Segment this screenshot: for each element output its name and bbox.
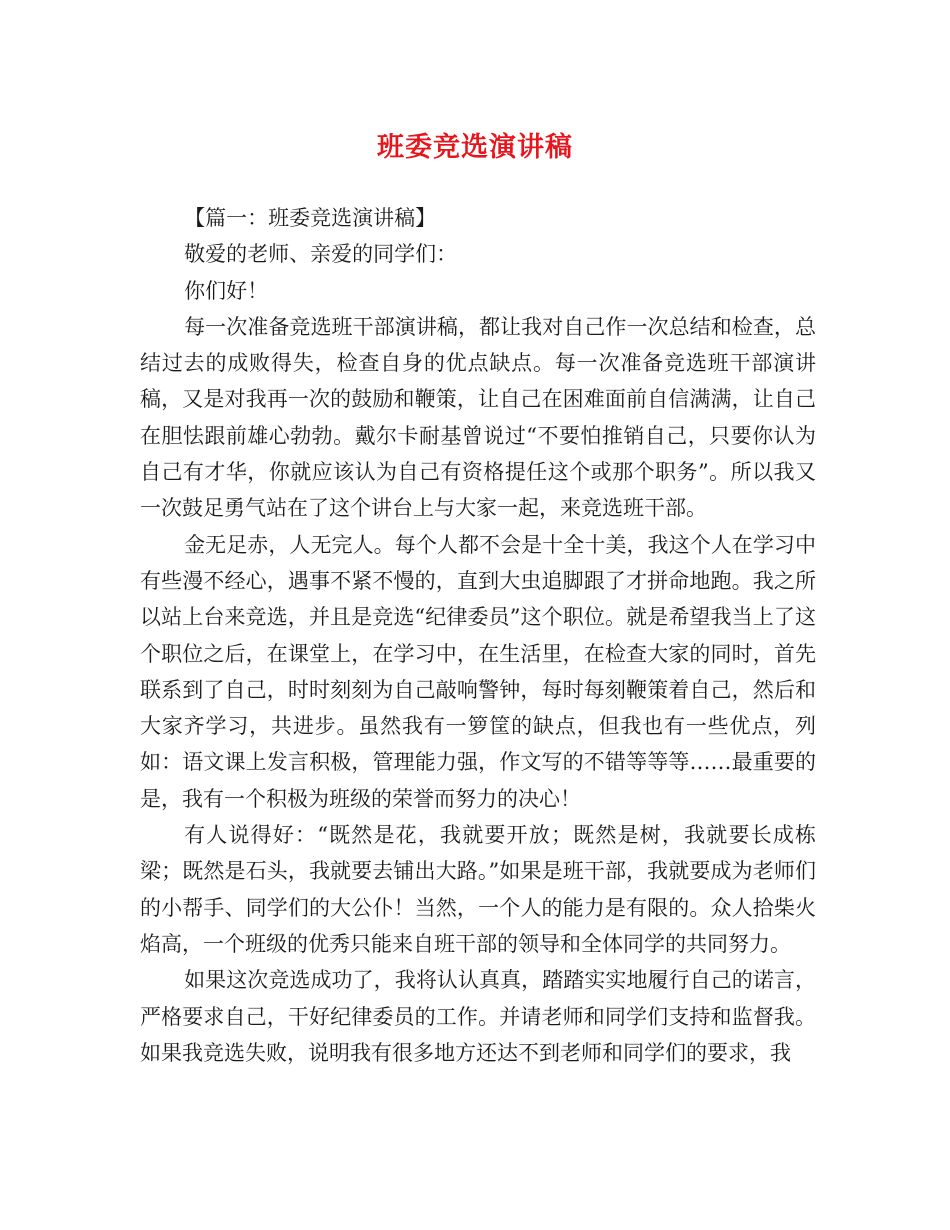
paragraph: 有人说得好：“既然是花，我就要开放；既然是树，我就要长成栋梁；既然是石头，我就要去铺出大路。”如果是班干部，我就要成为老师们的小帮手、同学们的大公仆！当然，一个人的能力是有限的。众人拾柴火焰高，一个班级的优秀只能来自班干部的领导和全体同学的共同努力。 (140, 823, 816, 956)
document-body (140, 200, 816, 1071)
document-title: 班委竞选演讲稿 (377, 132, 573, 163)
paragraph: 金无足赤，人无完人。每个人都不会是十全十美，我这个人在学习中有些漫不经心，遇事不紧不慢的，直到大虫追脚跟了才拼命地跑。我之所以站上台来竞选，并且是竞选“纪律委员”这个职位。就是希望我当上了这个职位之后，在课堂上，在学习中，在生活里，在检查大家的同时，首先联系到了自己，时时刻刻为自己敲响警钟，每时每刻鞭策着自己，然后和大家齐学习，共进步。虽然我有一箩筐的缺点，但我也有一些优点，列如：语文课上发言积极，管理能力强，作文写的不错等等等……最重要的是，我有一个积极为班级的荣誉而努力的决心！ (140, 532, 816, 811)
salutation: 敬爱的老师、亲爱的同学们： (184, 242, 458, 267)
paragraph: 每一次准备竞选班干部演讲稿，都让我对自己作一次总结和检查，总结过去的成败得失，检查自身的优点缺点。每一次准备竞选班干部演讲稿，又是对我再一次的鼓励和鞭策，让自己在困难面前自信满满，让自己在胆怯跟前雄心勃勃。戴尔卡耐基曾说过“不要怕推销自己，只要你认为自己有才华，你就应该认为自己有资格提任这个或那个职务”。所以我又一次鼓足勇气站在了这个讲台上与大家一起，来竞选班干部。 (140, 314, 816, 521)
paragraph: 如果这次竞选成功了，我将认认真真，踏踏实实地履行自己的诺言，严格要求自己，干好纪律委员的工作。并请老师和同学们支持和监督我。如果我竞选失败，说明我有很多地方还达不到老师和同学们的要求，我 (140, 968, 816, 1065)
section-heading: 【篇一：班委竞选演讲稿】 (184, 206, 437, 230)
greeting: 你们好！ (184, 278, 269, 303)
